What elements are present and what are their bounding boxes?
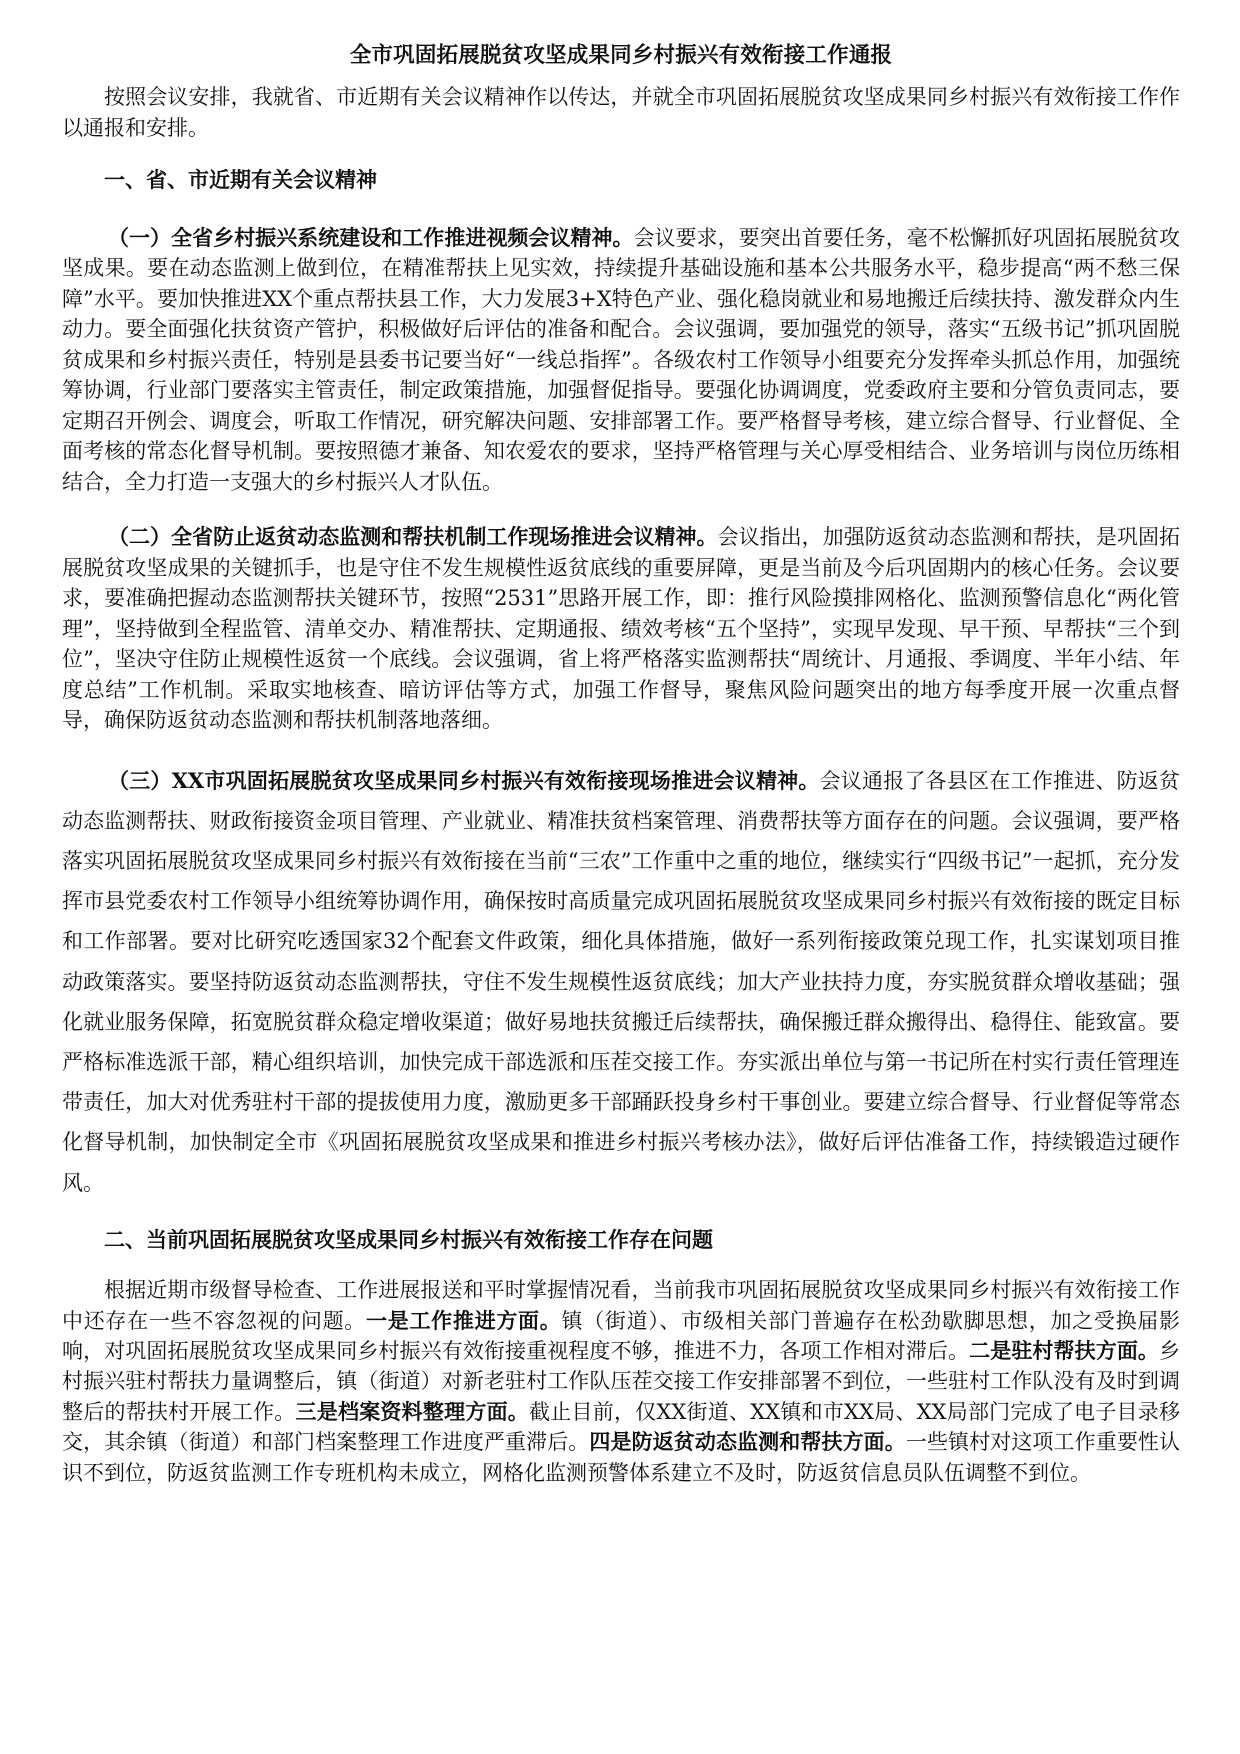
paragraph-text: 镇（街道）、市级相关部门普遍存在松劲歇脚思想，加之受换届影响，对巩固拓展脱贫攻坚成果同乡村振兴有效衔接重视程度不够，推进不力，各项工作相对滞后。 <box>62 1308 1181 1364</box>
section-one-heading: 一、省、市近期有关会议精神 <box>104 167 377 192</box>
paragraph-text: 截止目前，仅XX街道、XX镇和市XX局、XX局部门完成了电子目录移交，其余镇（街道）和部门档案整理工作进度严重滞后。 <box>62 1399 1181 1455</box>
paragraph-provincial-monitoring-meeting <box>62 522 1180 736</box>
problem-heading-archives: 三是档案资料整理方面。 <box>295 1398 530 1424</box>
document-title: 全市巩固拓展脱贫攻坚成果同乡村振兴有效衔接工作通报 <box>349 43 893 68</box>
paragraph-body: 会议指出，加强防返贫动态监测和帮扶，是巩固拓展脱贫攻坚成果的关键抓手，也是守住不发生规模性返贫底线的重要屏障，更是当前及今后巩固期内的核心任务。会议要求，要准确把握动态监测帮扶关键环节，按照“2531”思路开展工作，即：推行风险摸排网格化、监测预警信息化“两化管理”，坚持做到全程监管、清单交办、精准帮扶、定期通报、绩效考核“五个坚持”，实现早发现、早干预、早帮扶“三个到位”，坚决守住防止规模性返贫一个底线。会议强调，省上将严格落实监测帮扶“周统计、月通报、季调度、半年小结、年度总结”工作机制。采取实地核查、暗访评估等方式，加强工作督导，聚焦风险问题突出的地方每季度开展一次重点督导，确保防返贫动态监测和帮扶机制落地落细。 <box>62 525 1180 732</box>
paragraph-lead-heading: （一）全省乡村振兴系统建设和工作推进视频会议精神。 <box>108 224 634 250</box>
problem-heading-monitoring: 四是防返贫动态监测和帮扶方面。 <box>589 1429 906 1455</box>
paragraph-body: 会议通报了各县区在工作推进、防返贫动态监测帮扶、财政衔接资金项目管理、产业就业、精准扶贫档案管理、消费帮扶等方面存在的问题。会议强调，要严格落实巩固拓展脱贫攻坚成果同乡村振兴有效衔接在当前“三农”工作重中之重的地位，继续实行“四级书记”一起抓，充分发挥市县党委农村工作领导小组统筹协调作用，确保按时高质量完成巩固拓展脱贫攻坚成果同乡村振兴有效衔接的既定目标和工作部署。要对比研究吃透国家32个配套文件政策，细化具体措施，做好一系列衔接政策兑现工作，扎实谋划项目推动政策落实。要坚持防返贫动态监测帮扶，守住不发生规模性返贫底线；加大产业扶持力度，夯实脱贫群众增收基础；强化就业服务保障，拓宽脱贫群众稳定增收渠道；做好易地扶贫搬迁后续帮扶，确保搬迁群众搬得出、稳得住、能致富。要严格标准选派干部，精心组织培训，加快完成干部选派和压茬交接工作。夯实派出单位与第一书记所在村实行责任管理连带责任，加大对优秀驻村干部的提拔使用力度，激励更多干部踊跃投身乡村干事创业。要建立综合督导、行业督促等常态化督导机制，加快制定全市《巩固拓展脱贫攻坚成果和推进乡村振兴考核办法》，做好后评估准备工作，持续锻造过硬作风。 <box>62 768 1180 1195</box>
paragraph-city-onsite-meeting <box>62 761 1180 1203</box>
problem-heading-work-progress: 一是工作推进方面。 <box>366 1307 562 1333</box>
paragraph-provincial-video-meeting <box>62 223 1180 498</box>
paragraph-existing-problems <box>62 1275 1180 1488</box>
intro-paragraph: 按照会议安排，我就省、市近期有关会议精神作以传达，并就全市巩固拓展脱贫攻坚成果同乡村振兴有效衔接工作作以通报和安排。 <box>62 85 1180 140</box>
paragraph-text: 根据近期市级督导检查、工作进展报送和平时掌握情况看，当前我市巩固拓展脱贫攻坚成果同乡村振兴有效衔接工作中还存在一些不容忽视的问题。 <box>62 1278 1180 1333</box>
paragraph-text: 乡村振兴驻村帮扶力量调整后，镇（街道）对新老驻村工作队压茬交接工作安排部署不到位，一些驻村工作队没有及时到调整后的帮扶村开展工作。 <box>62 1339 1181 1424</box>
paragraph-lead-heading: （三）XX市巩固拓展脱贫攻坚成果同乡村振兴有效衔接现场推进会议精神。 <box>108 767 820 793</box>
paragraph-lead-heading: （二）全省防止返贫动态监测和帮扶机制工作现场推进会议精神。 <box>108 524 718 549</box>
paragraph-body: 会议要求，要突出首要任务，毫不松懈抓好巩固拓展脱贫攻坚成果。要在动态监测上做到位，在精准帮扶上见实效，持续提升基础设施和基本公共服务水平，稳步提高“两不愁三保障”水平。要加快推进XX个重点帮扶县工作，大力发展3+X特色产业、强化稳岗就业和易地搬迁后续扶持、激发群众内生动力。要全面强化扶贫资产管护，积极做好后评估的准备和配合。会议强调，要加强党的领导，落实“五级书记”抓巩固脱贫成果和乡村振兴责任，特别是县委书记要当好“一线总指挥”。各级农村工作领导小组要充分发挥牵头抓总作用，加强统筹协调，行业部门要落实主管责任，制定政策措施，加强督促指导。要强化协调调度，党委政府主要和分管负责同志，要定期召开例会、调度会，听取工作情况，研究解决问题、安排部署工作。要严格督导考核，建立综合督导、行业督促、全面考核的常态化督导机制。要按照德才兼备、知农爱农的要求，坚持严格管理与关心厚受相结合、业务培训与岗位历练相结合，全力打造一支强大的乡村振兴人才队伍。 <box>62 225 1180 494</box>
problem-heading-village-assistance: 二是驻村帮扶方面。 <box>969 1338 1160 1364</box>
section-two-heading: 二、当前巩固拓展脱贫攻坚成果同乡村振兴有效衔接工作存在问题 <box>104 1226 713 1252</box>
paragraph-text: 一些镇村对这项工作重要性认识不到位，防返贫监测工作专班机构未成立，网格化监测预警体系建立不及时，防返贫信息员队伍调整不到位。 <box>62 1430 1181 1485</box>
document-page <box>62 36 1180 1488</box>
